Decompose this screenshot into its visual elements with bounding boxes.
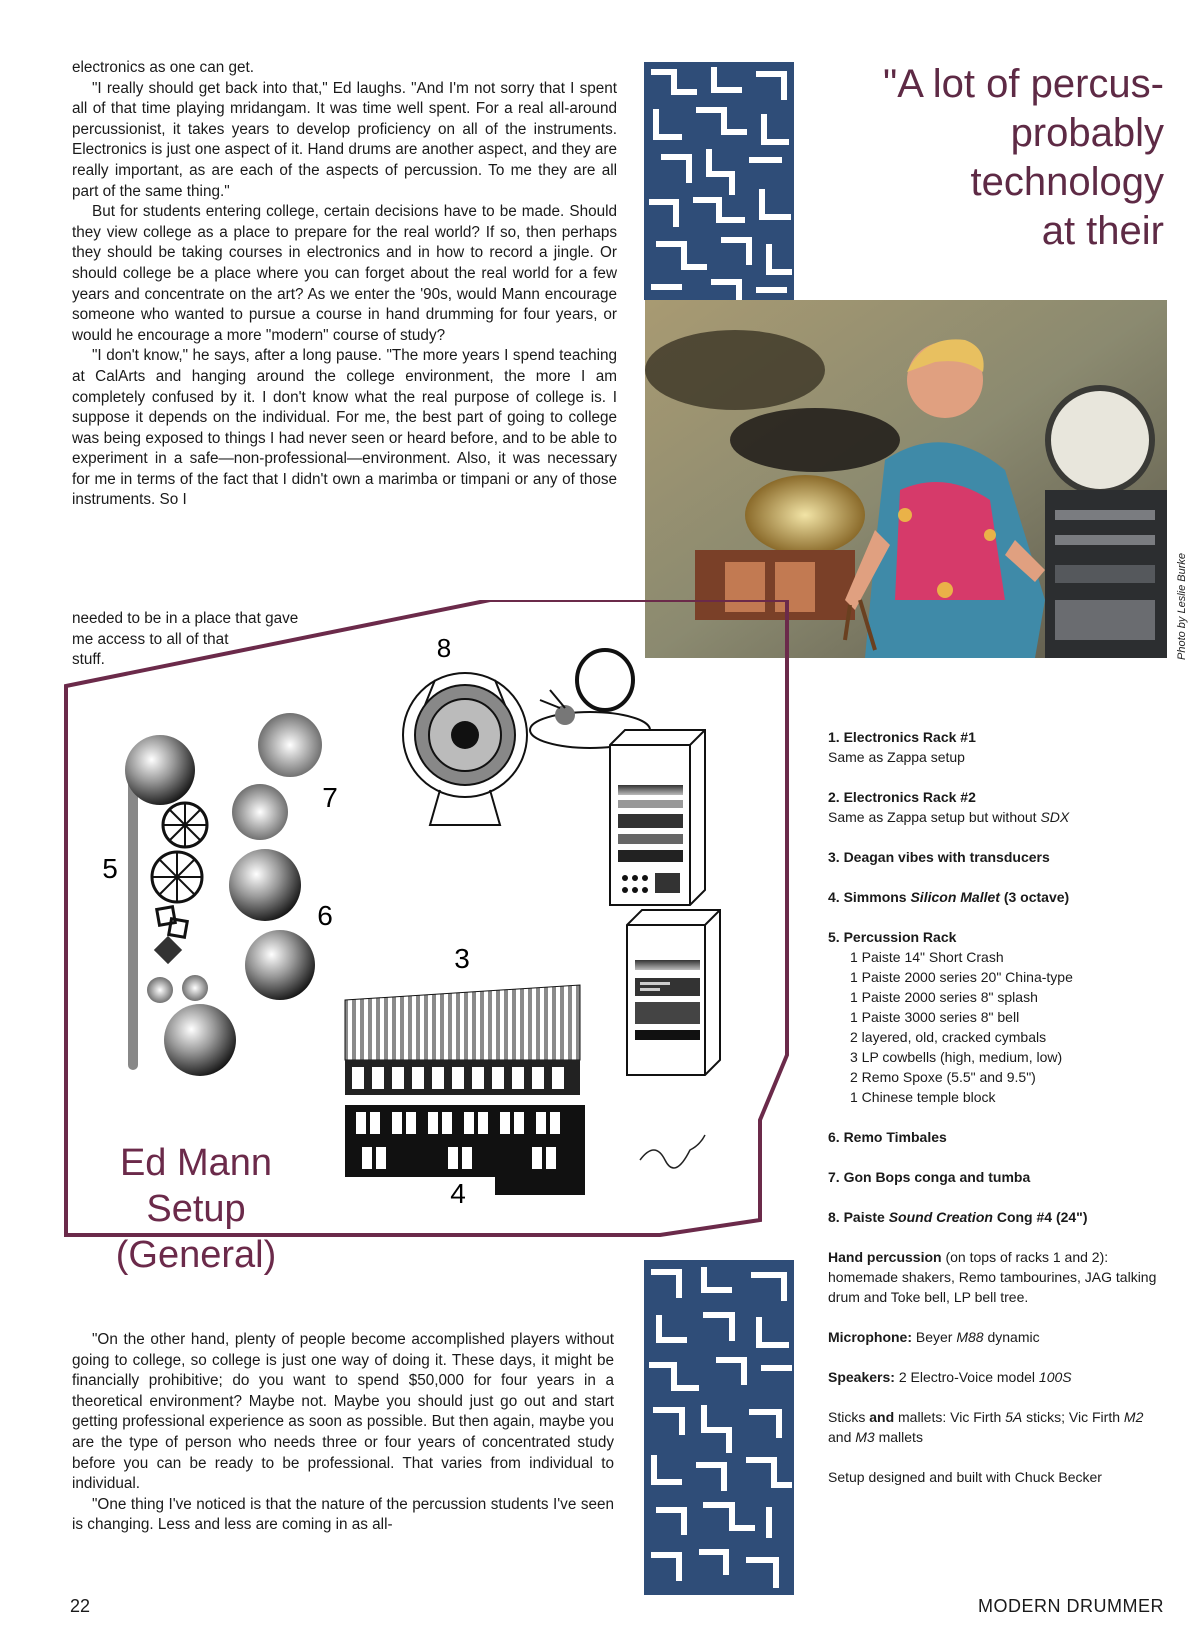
note-label: Microphone: [828,1329,912,1345]
note-text: Beyer [912,1329,957,1345]
note-text: mallets: Vic Firth [894,1409,1006,1425]
legend-description: Same as Zappa setup [828,749,965,765]
hand-percussion-note [828,1247,1168,1307]
legend-heading: 2. Electronics Rack #2 [828,789,976,805]
legend-heading: 7. Gon Bops conga and tumba [828,1169,1031,1185]
legend-heading: 3. Deagan vibes with transducers [828,849,1050,865]
legend-subitem: 1 Paiste 2000 series 8" splash [850,989,1038,1005]
legend-item [828,1207,1168,1227]
diagram-number-8: 8 [436,633,452,663]
legend-description [828,807,1168,827]
legend-text-italic: SDX [1040,809,1070,825]
legend-heading [828,887,1168,907]
pull-quote [834,60,1164,256]
legend-text-italic: Sound Creation [888,1209,993,1225]
legend-heading: 5. Percussion Rack [828,929,957,945]
legend-text: (3 octave) [999,889,1070,905]
sticks-note [828,1407,1168,1447]
paragraph: "I really should get back into that," Ed laughs. "And I'm not sorry that I spent all of that time playing mridangam. It was time well spent. For a real all-around percussionist, it takes years to develop proficiency on all of the instruments. Electronics is just one aspect of it. Hand drums are another aspect, and they are really important, as are each of the aspects of percussion. To me they are all part of the same thing." [72,79,617,200]
pull-quote-line: technology [970,160,1164,204]
note-text-italic: M2 [1123,1409,1144,1425]
diagram-number-7: 7 [322,782,338,813]
equipment-legend [828,727,1168,1507]
legend-text: 8. Paiste [828,1209,889,1225]
legend-text: Same as Zappa setup but without [828,809,1041,825]
legend-subitem: 1 Paiste 3000 series 8" bell [850,1009,1020,1025]
legend-item [828,847,1168,867]
legend-subitem: 2 layered, old, cracked cymbals [850,1029,1047,1045]
legend-text: 4. Simmons [828,889,911,905]
diagram-title-line: Ed Mann [119,1142,273,1184]
pull-quote-line: "A lot of percus- [883,62,1164,106]
legend-subitem: 2 Remo Spoxe (5.5" and 9.5") [850,1069,1036,1085]
article-bottom-column [72,1330,614,1536]
note-label: Hand percussion [828,1249,942,1265]
page-number: 22 [70,1596,91,1616]
microphone-note [828,1327,1168,1347]
legend-subitem: 1 Chinese temple block [850,1089,996,1105]
legend-heading: 6. Remo Timbales [828,1129,947,1145]
note-text-italic: 100S [1038,1369,1072,1385]
note-text: 2 Electro-Voice model [894,1369,1039,1385]
note-text-italic: 5A [1005,1409,1023,1425]
note-label: and [869,1409,895,1425]
legend-item [828,727,1168,767]
legend-subitem: 1 Paiste 2000 series 20" China-type [850,969,1073,985]
note-text: mallets [874,1429,923,1445]
legend-text-italic: Silicon Mallet [910,889,1000,905]
legend-item [828,927,1168,1107]
paragraph: "On the other hand, plenty of people become accomplished players without going to college, so college is just one way of doing it. These days, it might be financially prohibitive; do you want to spend $50,000 for four years in a theoretical environment? Maybe not. Maybe you should just go out and start getting professional experience as soon as possible. But then again, maybe you are the type of person who needs three or four years of concentrated study before you can be ready to be professional. That varies from individual to individual. [72,1331,614,1493]
note-label: Speakers: [828,1369,895,1385]
pull-quote-line: at their [1041,209,1164,253]
diagram-number-6: 6 [317,900,333,931]
legend-heading: 1. Electronics Rack #1 [828,729,976,745]
note-text: dynamic [983,1329,1040,1345]
text-line: me access to all of that [72,630,229,648]
photo-credit: Photo by Leslie Burke [1176,552,1188,660]
text-line: needed to be in a place that gave [72,610,299,627]
diagram-title [92,1140,300,1278]
magazine-name: MODERN DRUMMER [978,1596,1164,1616]
note-text: (on tops of racks 1 and 2): homemade shakers, Remo tambourines, JAG talking drum and Toke bell, LP bell tree. [828,1249,1157,1305]
note-text: Sticks [828,1409,870,1425]
paragraph: "I don't know," he says, after a long pause. "The more years I spend teaching at CalArts and hanging around the college environment, the more I am completely confused by it. I don't know what the real purpose of college is. I suppose it depends on the individual. For me, the best part of going to college was being exposed to things I had never seen or heard before, and to be able to experiment in a safe—non-professional—environment. Also, it was necessary for me in terms of the fact that I didn't own a marimba or timpani or any of those instruments. So I [72,347,617,509]
decorative-pattern-top [644,62,794,300]
legend-item [828,787,1168,827]
legend-item [828,1127,1168,1147]
article-top-column [72,58,617,511]
text-line: stuff. [72,651,105,669]
legend-item [828,887,1168,907]
note-text-italic: M3 [855,1429,875,1445]
note-text: sticks; Vic Firth [1022,1409,1124,1425]
note-text: and [828,1429,856,1445]
note-text-italic: M88 [956,1329,984,1345]
diagram-number-5: 5 [102,853,118,884]
legend-text: Cong #4 (24") [992,1209,1088,1225]
diagram-number-3: 3 [454,943,470,974]
paragraph: "One thing I've noticed is that the nature of the percussion students I've seen is changing. Less and less are coming in as all- [72,1495,614,1534]
legend-subitem: 3 LP cowbells (high, medium, low) [850,1049,1063,1065]
diagram-title-line: Setup [146,1188,246,1230]
legend-item [828,1167,1168,1187]
speakers-note [828,1367,1168,1387]
legend-subitem: 1 Paiste 14" Short Crash [850,949,1004,965]
pull-quote-line: probably [1010,111,1164,155]
legend-heading [828,1207,1168,1227]
artist-signature [640,1135,705,1168]
diagram-title-line: (General) [115,1234,277,1276]
diagram-number-4: 4 [450,1178,466,1209]
design-credit: Setup designed and built with Chuck Becker [828,1469,1102,1485]
paragraph: electronics as one can get. [72,59,254,76]
paragraph: But for students entering college, certain decisions have to be made. Should they view college as a place to prepare for the real world? If so, then perhaps they should be taking courses in electronics and in how to record a jingle. Or should college be a place where you can forget about the real world for a few years and concentrate on the art? As we enter the '90s, would Mann encourage someone who wanted to pursue a course in hand drumming for four years, or would he encourage a more "modern" course of study? [72,203,617,344]
